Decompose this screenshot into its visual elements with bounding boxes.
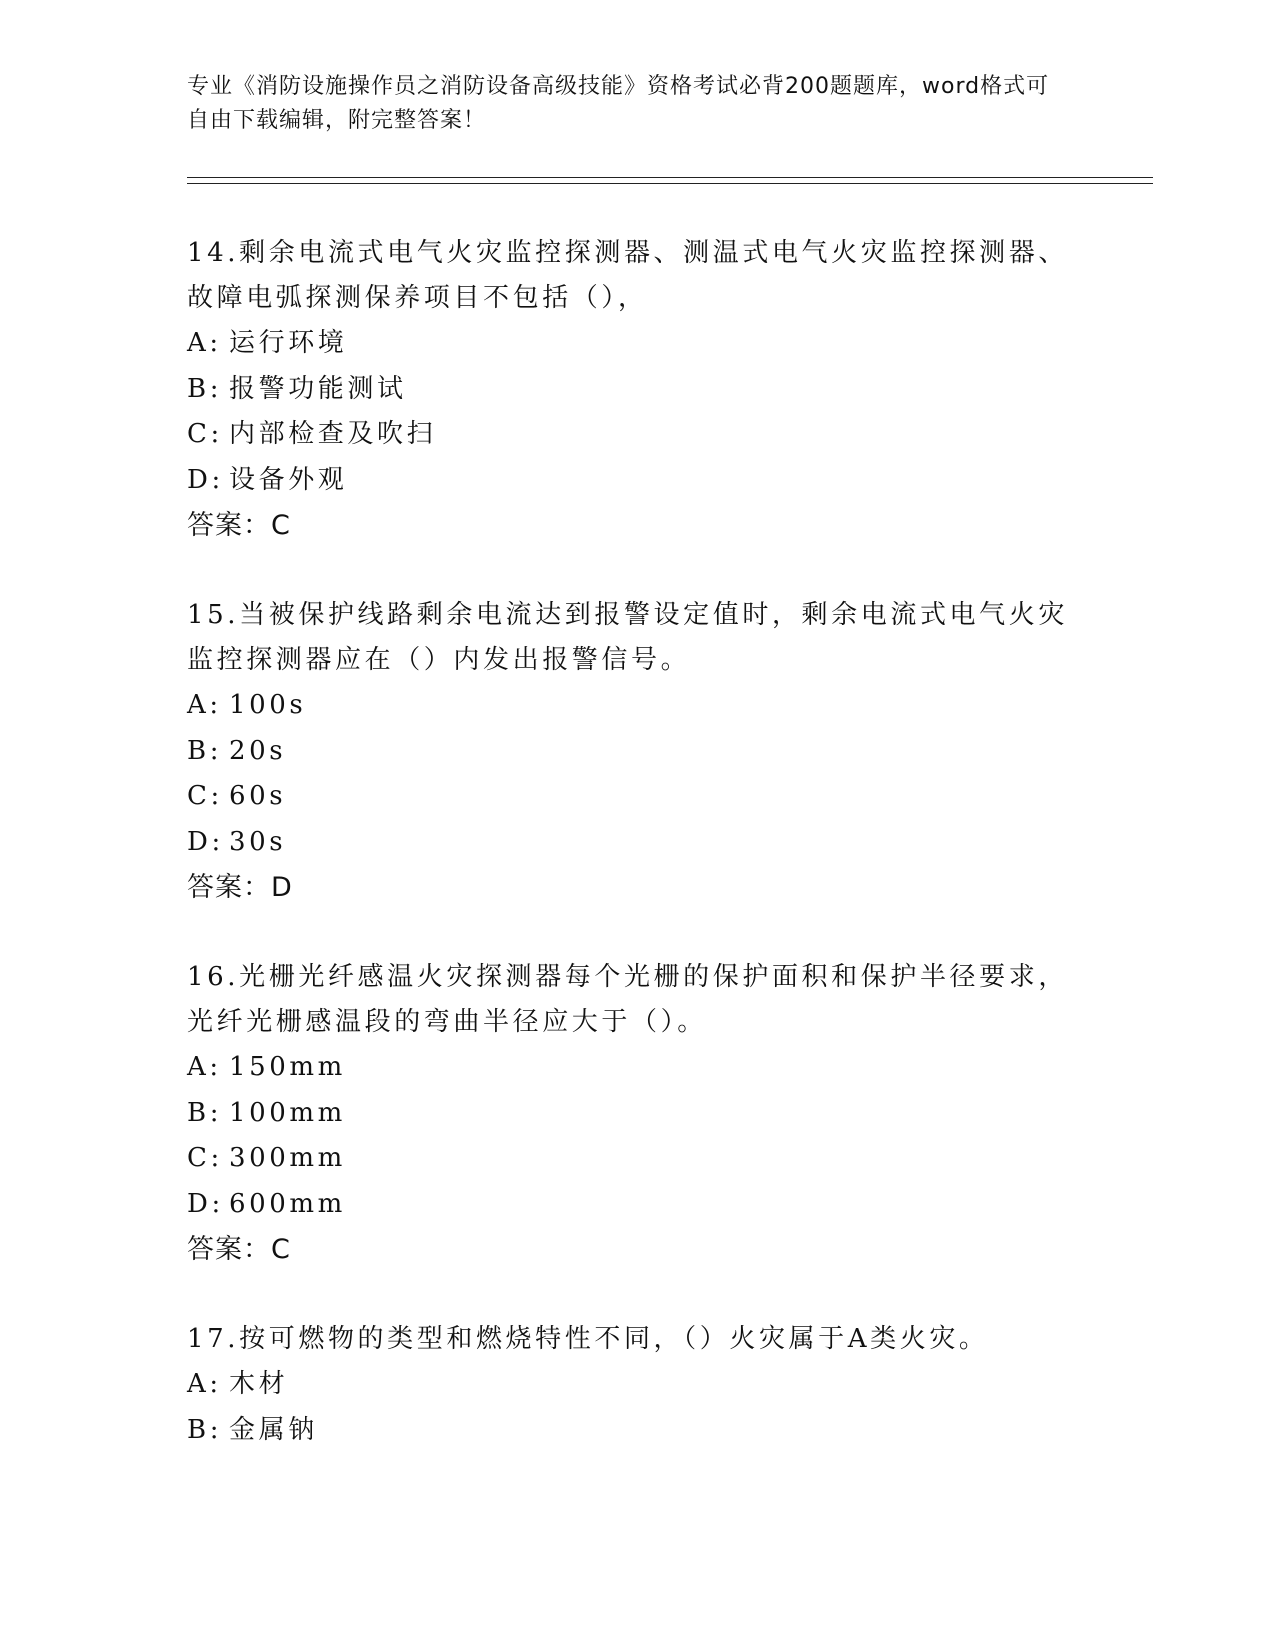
header-divider-bottom — [187, 183, 1153, 184]
option-b — [187, 1408, 1087, 1454]
option-a — [187, 321, 1087, 367]
option-text: 金属钠 — [229, 1414, 318, 1445]
answer-line: 答案：C — [187, 1234, 291, 1265]
option-c — [187, 412, 1087, 458]
question-stem: 17.按可燃物的类型和燃烧特性不同，（）火灾属于A类火灾。 — [187, 1324, 989, 1354]
option-text: 150mm — [229, 1052, 346, 1082]
option-letter: A: — [187, 1369, 222, 1399]
option-c — [187, 1136, 1087, 1182]
question-14 — [187, 231, 1087, 549]
option-c — [187, 774, 1087, 820]
question-17 — [187, 1317, 1087, 1453]
option-d — [187, 458, 1087, 504]
option-letter: B: — [187, 1414, 223, 1445]
option-d — [187, 820, 1087, 866]
option-letter: A: — [187, 1052, 222, 1082]
option-text: 木材 — [229, 1369, 289, 1399]
option-text: 600mm — [229, 1188, 346, 1219]
option-text: 内部检查及吹扫 — [229, 419, 437, 449]
option-letter: D: — [187, 826, 224, 857]
answer-line: 答案：C — [187, 510, 291, 541]
option-letter: C: — [187, 781, 223, 811]
option-a — [187, 683, 1087, 729]
option-text: 60s — [229, 781, 287, 811]
option-letter: D: — [187, 1188, 224, 1219]
question-stem: 16.光栅光纤感温火灾探测器每个光栅的保护面积和保护半径要求，光纤光栅感温段的弯曲半径应大于（）。 — [187, 962, 1068, 1037]
question-list — [187, 231, 1087, 1497]
option-letter: C: — [187, 1143, 223, 1173]
header-divider-top — [187, 177, 1153, 178]
option-text: 100mm — [229, 1097, 346, 1128]
option-a — [187, 1362, 1087, 1408]
option-text: 300mm — [229, 1143, 346, 1173]
question-15 — [187, 593, 1087, 911]
option-letter: A: — [187, 328, 222, 358]
option-b — [187, 1091, 1087, 1137]
option-letter: B: — [187, 373, 223, 404]
option-text: 100s — [229, 690, 307, 720]
option-text: 30s — [229, 826, 287, 857]
option-letter: C: — [187, 419, 223, 449]
document-intro: 专业《消防设施操作员之消防设备高级技能》资格考试必背200题题库，word格式可自由下载编辑，附完整答案！ — [187, 74, 1050, 133]
question-stem: 15.当被保护线路剩余电流达到报警设定值时，剩余电流式电气火灾监控探测器应在（）内发出报警信号。 — [187, 600, 1068, 675]
option-text: 报警功能测试 — [229, 373, 407, 404]
option-text: 20s — [229, 735, 287, 766]
question-16 — [187, 955, 1087, 1273]
question-stem: 14.剩余电流式电气火灾监控探测器、测温式电气火灾监控探测器、故障电弧探测保养项目不包括（）， — [187, 238, 1068, 313]
option-letter: A: — [187, 690, 222, 720]
answer-line: 答案：D — [187, 872, 293, 903]
option-text: 设备外观 — [229, 464, 348, 495]
option-a — [187, 1045, 1087, 1091]
option-b — [187, 367, 1087, 413]
option-text: 运行环境 — [229, 328, 348, 358]
option-letter: B: — [187, 735, 223, 766]
option-letter: D: — [187, 464, 224, 495]
option-letter: B: — [187, 1097, 223, 1128]
option-b — [187, 729, 1087, 775]
option-d — [187, 1182, 1087, 1228]
